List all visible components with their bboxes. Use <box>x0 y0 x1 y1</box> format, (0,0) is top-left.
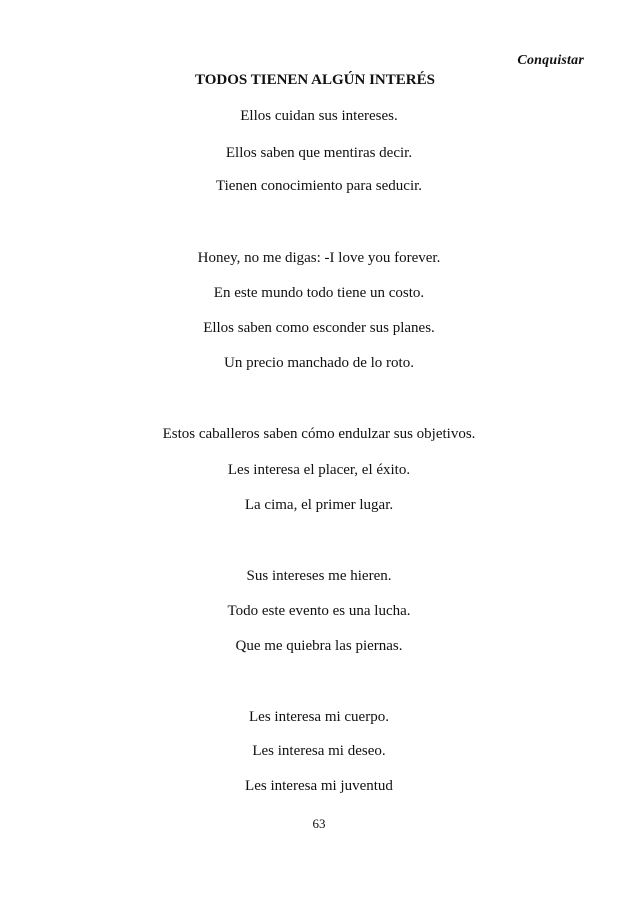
running-head: Conquistar <box>517 53 584 68</box>
poem-line: Les interesa mi juventud <box>245 778 393 794</box>
poem-line: Les interesa mi cuerpo. <box>249 709 389 725</box>
poem-line: Ellos saben como esconder sus planes. <box>203 320 435 336</box>
poem-line: Todo este evento es una lucha. <box>227 603 411 619</box>
poem-line: Tienen conocimiento para seducir. <box>215 178 423 194</box>
poem-line: La cima, el primer lugar. <box>244 497 394 513</box>
poem-line: En este mundo todo tiene un costo. <box>213 285 425 301</box>
poem-line: Estos caballeros saben cómo endulzar sus objetivos. <box>162 426 476 442</box>
poem-line: Les interesa el placer, el éxito. <box>227 462 411 478</box>
poem-line: Ellos saben que mentiras decir. <box>225 145 413 161</box>
poem-title: TODOS TIENEN ALGÚN INTERÉS <box>195 72 435 88</box>
poem-line: Que me quiebra las piernas. <box>235 638 403 654</box>
poem-line: Sus intereses me hieren. <box>246 568 392 584</box>
page-number: 63 <box>312 816 326 831</box>
poem-line: Les interesa mi deseo. <box>252 743 386 759</box>
poem-line: Honey, no me digas: -I love you forever. <box>197 250 441 266</box>
poem-line: Ellos cuidan sus intereses. <box>240 108 398 124</box>
poem-line: Un precio manchado de lo roto. <box>224 355 414 371</box>
